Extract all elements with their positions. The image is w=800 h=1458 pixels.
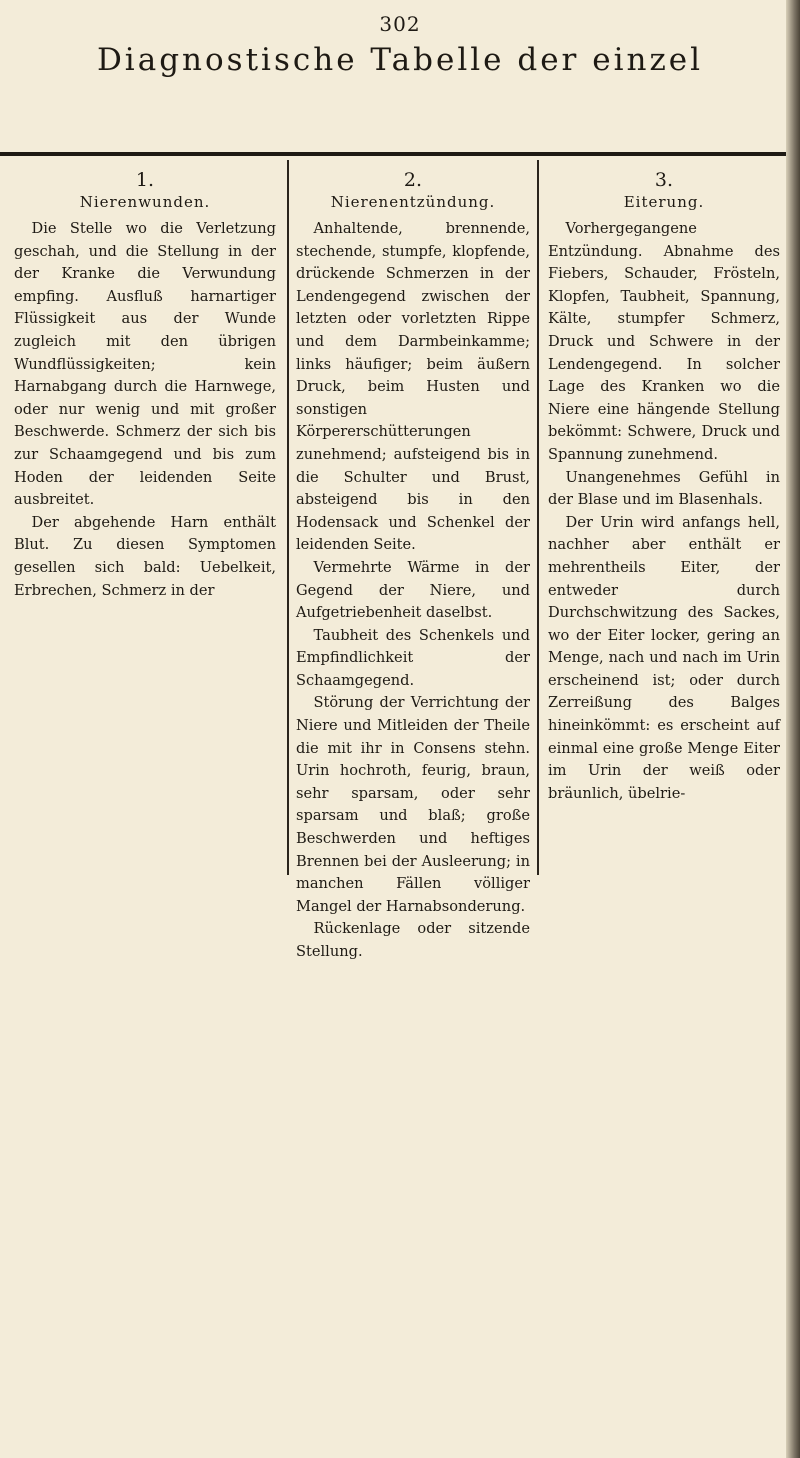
column-1 [14, 168, 282, 602]
column-number: 3. [654, 169, 674, 191]
head-rule [0, 152, 790, 156]
paragraph: Vermehrte Wärme in der Gegend der Niere, und Aufgetriebenheit daselbst. [296, 558, 530, 622]
running-head: Diagnostische Tabelle der einzel [96, 42, 704, 78]
paragraph: Vorhergegangene Entzündung. Abnahme des Fiebers, Schauder, Frösteln, Klopfen, Taubheit, Spannung, Kälte, stumpfer Schmerz, Druck und Schwere in der Lendengegend. In solcher Lage des Kranken wo die Niere eine hängende Stellung bekömmt: Schwere, Druck und Spannung zunehmend. [548, 220, 780, 463]
column-3 [540, 168, 780, 805]
column-divider [537, 160, 539, 875]
column-2 [290, 168, 536, 964]
book-binding-edge [786, 0, 800, 1458]
column-heading: Nierenwunden. [79, 193, 211, 211]
paragraph: Anhaltende, brennende, stechende, stumpfe, klopfende, drückende Schmerzen in der Lendengegend zwischen der letzten oder vorletzten Rippe und dem Darmbeinkamme; links häufiger; beim äußern Druck, beim Husten und sonstigen Körpererschütterungen zunehmend; aufsteigend bis in die Schulter und Brust, absteigend bis in den Hodensack und Schenkel der leidenden Seite. [296, 220, 530, 554]
column-heading: Eiterung. [623, 193, 705, 211]
column-heading: Nierenentzündung. [330, 193, 496, 211]
column-number: 1. [135, 169, 155, 191]
paragraph: Der abgehende Harn enthält Blut. Zu diesen Symptomen gesellen sich bald: Uebelkeit, Erbrechen, Schmerz in der [14, 513, 276, 599]
paragraph: Taubheit des Schenkels und Empfindlichkeit der Schaamgegend. [296, 626, 530, 689]
paragraph: Störung der Verrichtung der Niere und Mitleiden der Theile die mit ihr in Consens stehn. Urin hochroth, feurig, braun, sehr sparsam, oder sehr sparsam und blaß; große Beschwerden und heftiges Brennen bei der Ausleerung; in manchen Fällen völliger Mangel der Harnabsonderung. [296, 694, 530, 915]
paragraph: Der Urin wird anfangs hell, nachher aber enthält er mehrentheils Eiter, der entweder durch Durchschwitzung des Sackes, wo der Eiter locker, gering an Menge, nach und nach im Urin erscheinend ist; oder durch Zerreißung des Balges hineinkömmt: es erscheint auf einmal eine große Menge Eiter im Urin der weiß oder bräunlich, übelrie- [548, 513, 780, 802]
page-number: 302 [379, 12, 421, 36]
paragraph: Unangenehmes Gefühl in der Blase und im Blasenhals. [548, 468, 780, 509]
column-divider [287, 160, 289, 875]
column-number: 2. [403, 169, 423, 191]
paragraph: Die Stelle wo die Verletzung geschah, und die Stellung in der der Kranke die Verwundung empfing. Ausfluß harnartiger Flüssigkeit aus der Wunde zugleich mit den übrigen Wundflüssigkeiten; kein Harnabgang durch die Harnwege, oder nur wenig und mit großer Beschwerde. Schmerz der sich bis zur Schaamgegend und bis zum Hoden der leidenden Seite ausbreitet. [14, 220, 276, 509]
paragraph: Rückenlage oder sitzende Stellung. [296, 920, 530, 960]
